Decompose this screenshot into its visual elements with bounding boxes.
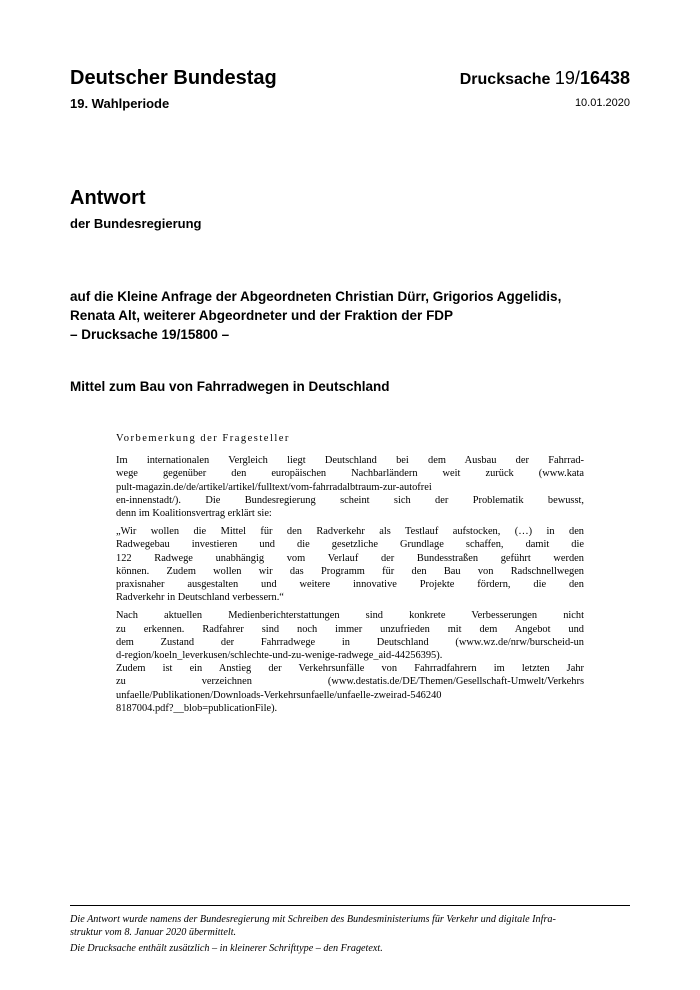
document-date: 10.01.2020: [574, 97, 630, 109]
text-line: zu erkennen. Radfahrer sind noch immer unzufrieden mit dem Angebot und: [116, 623, 584, 635]
footnote: [70, 913, 630, 958]
inquiry-line: auf die Kleine Anfrage der Abgeordneten Christian Dürr, Grigorios Aggelidis,: [70, 289, 562, 304]
text-line: zu verzeichnen (www.destatis.de/DE/Themen/Gesellschaft-Umwelt/Verkehrs: [116, 676, 584, 688]
footnote-transmission: [70, 913, 630, 939]
electoral-period: 19. Wahlperiode: [70, 96, 170, 111]
inquiry-line: – Drucksache 19/15800 –: [70, 327, 230, 342]
preliminary-paragraph-1: [116, 454, 584, 520]
text-line: 8187004.pdf?__blob=publicationFile).: [116, 702, 278, 714]
drucksache-number: [460, 66, 630, 92]
doc-type-subtitle: der Bundesregierung: [70, 216, 202, 231]
preliminary-paragraph-3: [116, 609, 584, 715]
text-line: Radwegebau investieren und die gesetzliche Grundlage schaffen, damit die: [116, 539, 584, 551]
doc-type-title: Antwort: [70, 187, 146, 209]
drucksache-label: Drucksache: [459, 71, 551, 88]
footnote-divider: [70, 905, 630, 906]
text-line: dem Zustand der Fahrradwege in Deutschland (www.wz.de/nrw/burscheid-un: [116, 636, 584, 648]
subject-title: Mittel zum Bau von Fahrradwegen in Deutschland: [70, 379, 390, 394]
preliminary-paragraph-2: [116, 525, 584, 604]
text-line: Zudem ist ein Anstieg der Verkehrsunfälle von Fahrradfahrern im letzten Jahr: [116, 663, 584, 675]
drucksache-num: 16438: [579, 68, 630, 88]
header-left: [70, 66, 277, 112]
drucksache-prefix: 19/: [554, 68, 580, 88]
text-line: d-region/koeln_leverkusen/schlechte-und-zu-wenige-radwege_aid-44256395).: [116, 650, 443, 662]
text-line: Nach aktuellen Medienberichterstattungen sind konkrete Verbesserungen nicht: [116, 610, 584, 622]
header-right: [460, 66, 630, 110]
institution-name: Deutscher Bundestag: [70, 67, 277, 89]
text-line: unfaelle/Publikationen/Downloads-Verkehrsunfaelle/unfaelle-zweirad-546240: [116, 689, 442, 701]
inquiry-line: Renata Alt, weiterer Abgeordneter und der Fraktion der FDP: [70, 308, 454, 323]
footnote-line: Die Antwort wurde namens der Bundesregierung mit Schreiben des Bundesministeriums für Verkehr und digitale Infra-: [70, 914, 556, 925]
footnote-note: Die Drucksache enthält zusätzlich – in kleinerer Schrifttype – den Fragetext.: [70, 943, 383, 954]
text-line: wege gegenüber den europäischen Nachbarländern weit zurück (www.kata: [116, 468, 584, 480]
preliminary-heading: Vorbemerkung der Fragesteller: [116, 433, 290, 444]
text-line: 122 Radwege unabhängig vom Verlauf der Bundesstraßen geführt werden: [116, 552, 584, 564]
text-line: en-innenstadt/). Die Bundesregierung scheint sich der Problematik bewusst,: [116, 494, 584, 506]
footnote-line: struktur vom 8. Januar 2020 übermittelt.: [70, 927, 237, 938]
inquiry-reference: [70, 287, 630, 344]
text-line: praxisnaher ausgestalten und weitere innovative Projekte fördern, die den: [116, 579, 584, 591]
text-line: „Wir wollen die Mittel für den Radverkehr als Testlauf aufstocken, (…) in den: [116, 526, 584, 538]
text-line: Im internationalen Vergleich liegt Deutschland bei dem Ausbau der Fahrrad-: [116, 455, 584, 467]
text-line: pult-magazin.de/de/artikel/artikel/fulltext/vom-fahrradalbtraum-zur-autofrei: [116, 481, 432, 493]
preliminary-remarks: [116, 432, 584, 720]
text-line: können. Zudem wollen wir das Programm für den Bau von Radschnellwegen: [116, 565, 584, 577]
text-line: Radverkehr in Deutschland verbessern.“: [116, 592, 284, 604]
text-line: denn im Koalitionsvertrag erklärt sie:: [116, 508, 272, 520]
